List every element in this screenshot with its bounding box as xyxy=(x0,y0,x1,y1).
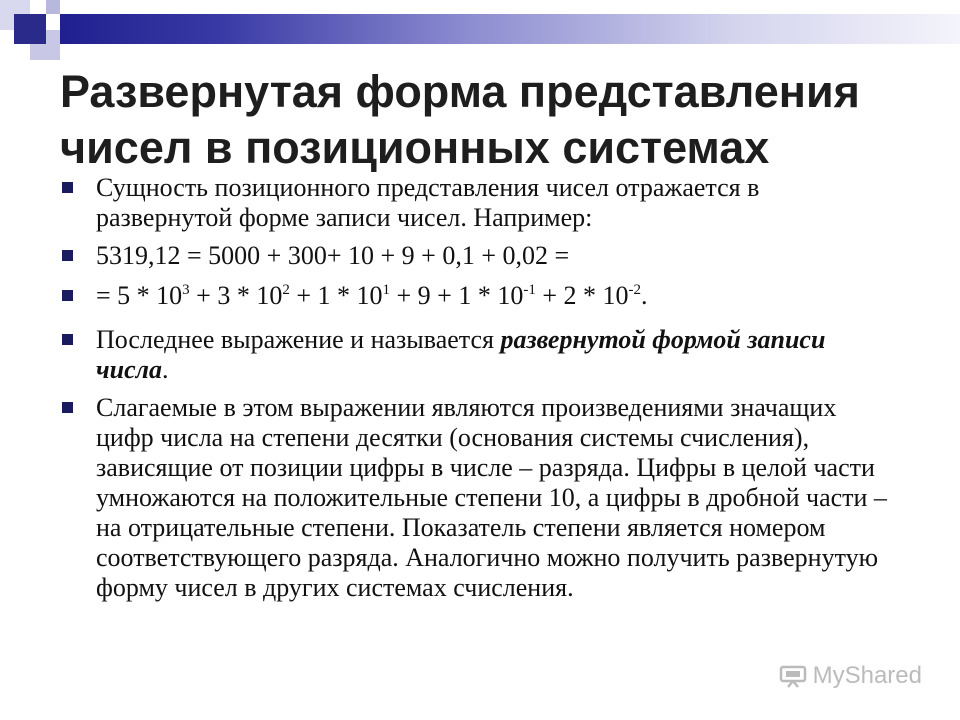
bullet-item-4 xyxy=(60,325,900,385)
formula-exponent: -1 xyxy=(523,282,536,298)
bullet-item-5 xyxy=(60,393,900,603)
emphasized-term: развернутой формой записи числа xyxy=(96,325,826,384)
header-gradient-bar xyxy=(60,14,960,44)
bullet-text-4-before: Последнее выражение и называется xyxy=(96,325,501,354)
formula-part: + 2 * 10 xyxy=(535,281,629,310)
deco-square-6 xyxy=(46,0,60,14)
formula-part: = 5 * 10 xyxy=(96,281,183,310)
square-bullet-icon xyxy=(62,334,73,345)
formula-exponent: 2 xyxy=(282,282,290,298)
bullet-item-2 xyxy=(60,241,900,271)
bullet-text-4-after: . xyxy=(162,355,169,384)
formula-part: + 3 * 10 xyxy=(189,281,283,310)
bullet-text-2: 5319,12 = 5000 + 300+ 10 + 9 + 0,1 + 0,02 = xyxy=(96,241,570,270)
bullet-list xyxy=(60,173,900,611)
formula-part: . xyxy=(641,281,648,310)
bullet-text-5: Слагаемые в этом выражении являются произведениями значащих цифр числа на степени десятки (основания системы счисления), зависящие от позиции цифры в числе – разряда. Цифры в целой части умножаются на положительные степени 10, а цифры в дробной части – на отрицательные степени. Показатель степени является номером соответствующего разряда. Аналогично можно получить развернутую форму чисел в других системах счисления. xyxy=(96,393,887,602)
square-bullet-icon xyxy=(62,250,73,261)
formula-part: + 9 + 1 * 10 xyxy=(390,281,524,310)
presentation-board-icon xyxy=(779,664,807,688)
deco-square-5 xyxy=(14,14,46,44)
watermark-text: MyShared xyxy=(812,662,922,689)
slide-title-line-1: Развернутая форма представления xyxy=(60,66,860,117)
header-decoration xyxy=(0,0,960,60)
formula-part: + 1 * 10 xyxy=(289,281,383,310)
slide-title-line-2: чисел в позиционных системах xyxy=(60,122,770,173)
square-bullet-icon xyxy=(62,290,73,301)
bullet-text-1: Сущность позиционного представления чисел отражается в развернутой форме записи чисел. Например: xyxy=(96,173,760,232)
slide-title xyxy=(60,64,920,176)
square-bullet-icon xyxy=(62,402,73,413)
bullet-text-4 xyxy=(96,325,825,384)
bullet-item-1 xyxy=(60,173,900,233)
bullet-item-3 xyxy=(60,281,900,315)
formula-exponent: 3 xyxy=(182,282,190,298)
watermark xyxy=(779,662,922,690)
expanded-formula xyxy=(96,281,648,310)
formula-exponent: -2 xyxy=(628,282,642,298)
square-bullet-icon xyxy=(62,182,73,193)
formula-exponent: 1 xyxy=(382,282,391,298)
